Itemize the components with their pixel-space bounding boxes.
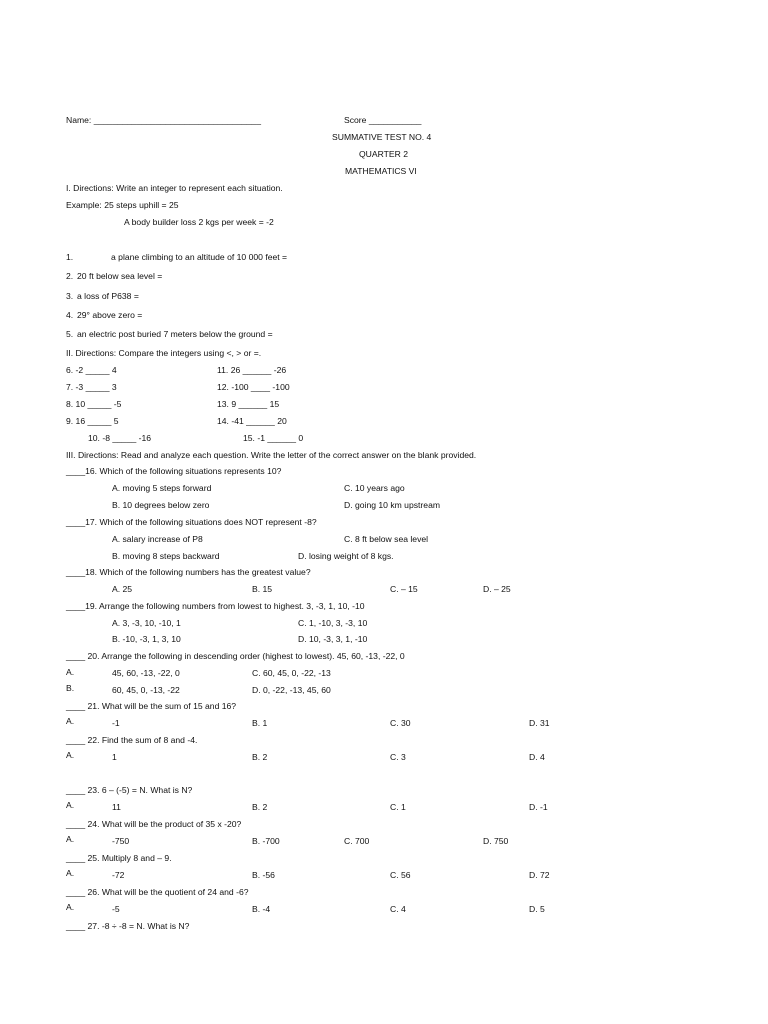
choice-c: C. 10 years ago — [344, 483, 405, 493]
question-18-stem: ____18. Which of the following numbers has the greatest value? — [66, 567, 311, 577]
choice-b: B. 10 degrees below zero — [112, 500, 210, 510]
question-19-stem: ____19. Arrange the following numbers from lowest to highest. 3, -3, 1, 10, -10 — [66, 601, 365, 611]
choice-b: B. -56 — [252, 870, 275, 880]
part1-example-1: Example: 25 steps uphill = 25 — [66, 200, 179, 210]
choice-a-letter: A. — [66, 716, 75, 726]
part1-item-text: 29° above zero = — [77, 310, 143, 320]
choice-b: B. -4 — [252, 904, 271, 914]
choice-b: B. 1 — [252, 718, 268, 728]
choice-b: B. -700 — [252, 836, 280, 846]
compare-item: 9. 16 _____ 5 — [66, 416, 119, 426]
choice-d: D. 10, -3, 3, 1, -10 — [298, 634, 368, 644]
part1-item-number: 4. — [66, 310, 74, 320]
compare-item: 10. -8 _____ -16 — [88, 433, 152, 443]
choice-d: D. -1 — [529, 802, 548, 812]
compare-item: 7. -3 _____ 3 — [66, 382, 117, 392]
choice-d: D. 4 — [529, 752, 545, 762]
choice-c: C. 700 — [344, 836, 370, 846]
choice-c: C. – 15 — [390, 584, 418, 594]
part1-example-2: A body builder loss 2 kgs per week = -2 — [124, 217, 274, 227]
compare-item: 12. -100 ____ -100 — [217, 382, 290, 392]
choice-a: -750 — [112, 836, 130, 846]
choice-c: C. 1 — [390, 802, 406, 812]
compare-item: 13. 9 ______ 15 — [217, 399, 280, 409]
choice-a: -72 — [112, 870, 125, 880]
choice-a-letter: A. — [66, 902, 75, 912]
question-26-stem: ____ 26. What will be the quotient of 24 and -6? — [66, 887, 249, 897]
choice-c: C. 56 — [390, 870, 411, 880]
part1-item-text: an electric post buried 7 meters below the ground = — [77, 329, 273, 339]
choice-c: C. 4 — [390, 904, 406, 914]
choice-d: D. 5 — [529, 904, 545, 914]
choice-d: D. 0, -22, -13, 45, 60 — [252, 685, 331, 695]
compare-item: 8. 10 _____ -5 — [66, 399, 122, 409]
choice-b: B. 15 — [252, 584, 273, 594]
choice-a-letter: A. — [66, 750, 75, 760]
question-22-stem: ____ 22. Find the sum of 8 and -4. — [66, 735, 198, 745]
name-field-label: Name: ___________________________________ — [66, 115, 261, 125]
choice-a: A. 25 — [112, 584, 133, 594]
choice-c: C. 3 — [390, 752, 406, 762]
choice-a: -5 — [112, 904, 120, 914]
choice-d: D. 72 — [529, 870, 550, 880]
choice-d: D. 750 — [483, 836, 509, 846]
choice-a: 11 — [112, 802, 121, 812]
compare-item: 15. -1 ______ 0 — [243, 433, 304, 443]
question-24-stem: ____ 24. What will be the product of 35 x -20? — [66, 819, 242, 829]
test-title: SUMMATIVE TEST NO. 4 — [332, 132, 432, 142]
choice-c: C. 30 — [390, 718, 411, 728]
question-23-stem: ____ 23. 6 – (-5) = N. What is N? — [66, 785, 193, 795]
choice-a-letter: A. — [66, 667, 75, 677]
question-27-stem: ____ 27. -8 ÷ -8 = N. What is N? — [66, 921, 190, 931]
compare-item: 14. -41 ______ 20 — [217, 416, 287, 426]
choice-a: A. 3, -3, 10, -10, 1 — [112, 618, 181, 628]
compare-item: 6. -2 _____ 4 — [66, 365, 117, 375]
choice-a: 1 — [112, 752, 117, 762]
choice-b: B. 2 — [252, 752, 268, 762]
compare-item: 11. 26 ______ -26 — [217, 365, 287, 375]
score-field-label: Score ___________ — [344, 115, 422, 125]
choice-b: B. moving 8 steps backward — [112, 551, 220, 561]
part1-item-text: 20 ft below sea level = — [77, 271, 163, 281]
choice-d: D. going 10 km upstream — [344, 500, 441, 510]
question-16-stem: ____16. Which of the following situations represents 10? — [66, 466, 282, 476]
choice-b: 60, 45, 0, -13, -22 — [112, 685, 180, 695]
choice-a: -1 — [112, 718, 120, 728]
part1-item-number: 2. — [66, 271, 74, 281]
choice-c: C. 1, -10, 3, -3, 10 — [298, 618, 368, 628]
part1-item-text: a plane climbing to an altitude of 10 000 feet = — [111, 252, 288, 262]
choice-b: B. 2 — [252, 802, 268, 812]
part3-directions: III. Directions: Read and analyze each question. Write the letter of the correct answer on the blank provided. — [66, 450, 477, 460]
part1-item-number: 5. — [66, 329, 74, 339]
choice-a-letter: A. — [66, 834, 75, 844]
question-17-stem: ____17. Which of the following situations does NOT represent -8? — [66, 517, 317, 527]
part1-item-number: 3. — [66, 291, 74, 301]
question-25-stem: ____ 25. Multiply 8 and – 9. — [66, 853, 172, 863]
choice-d: D. losing weight of 8 kgs. — [298, 551, 394, 561]
choice-a: A. moving 5 steps forward — [112, 483, 212, 493]
quarter-label: QUARTER 2 — [359, 149, 409, 159]
part1-directions: I. Directions: Write an integer to represent each situation. — [66, 183, 283, 193]
choice-b-letter: B. — [66, 683, 75, 693]
subject-label: MATHEMATICS VI — [345, 166, 417, 176]
choice-a-letter: A. — [66, 868, 75, 878]
choice-b: B. -10, -3, 1, 3, 10 — [112, 634, 181, 644]
question-20-stem: ____ 20. Arrange the following in descending order (highest to lowest). 45, 60, -13, -22, 0 — [66, 651, 405, 661]
choice-d: D. – 25 — [483, 584, 511, 594]
choice-c: C. 60, 45, 0, -22, -13 — [252, 668, 331, 678]
choice-a-letter: A. — [66, 800, 75, 810]
part2-directions: II. Directions: Compare the integers using <, > or =. — [66, 348, 262, 358]
part1-item-text: a loss of P638 = — [77, 291, 139, 301]
choice-c: C. 8 ft below sea level — [344, 534, 429, 544]
choice-d: D. 31 — [529, 718, 550, 728]
question-21-stem: ____ 21. What will be the sum of 15 and 16? — [66, 701, 237, 711]
part1-item-number: 1. — [66, 252, 74, 262]
choice-a: A. salary increase of P8 — [112, 534, 203, 544]
choice-a: 45, 60, -13, -22, 0 — [112, 668, 180, 678]
